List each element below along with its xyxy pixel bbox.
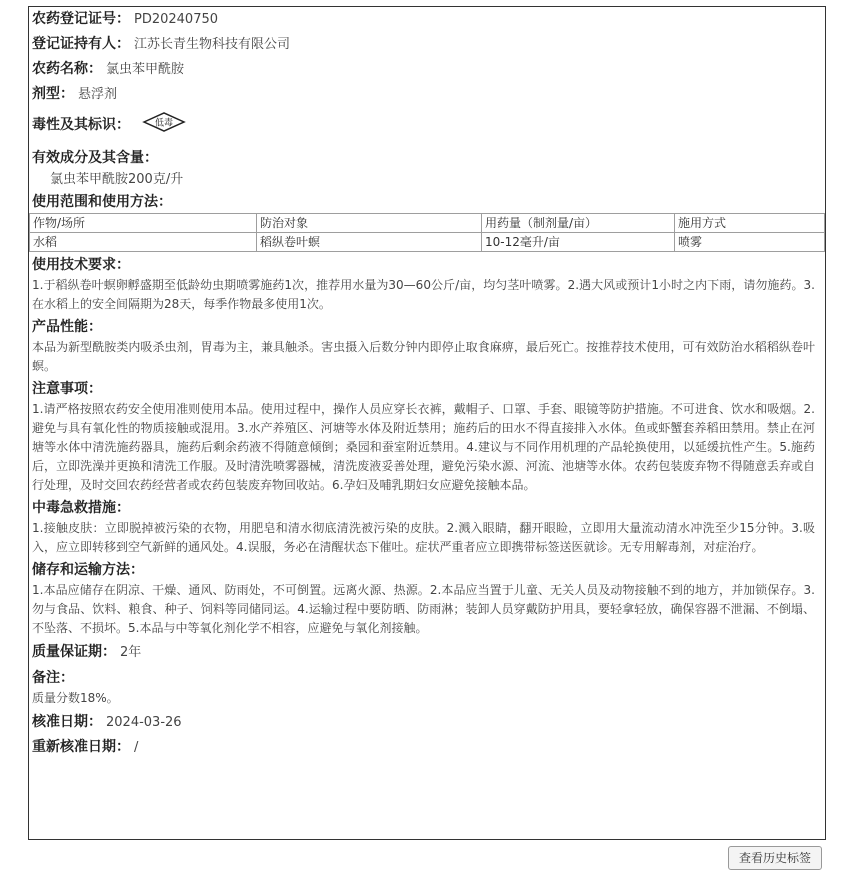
table-row	[30, 233, 825, 252]
storage-text: 1.本品应储存在阴凉、干燥、通风、防雨处，不可倒置。远离火源、热源。2.本品应当置于儿童、无关人员及动物接触不到的地方，并加锁保存。3.勿与食品、饮料、粮食、种子、饲料等同储同运。4.运输过程中要防晒、防雨淋；装卸人员穿戴防护用具，要轻拿轻放，确保容器不泄漏、不倒塌、不坠落、不损坏。5.本品与中等氧化剂化学不相容，应避免与氧化剂接触。	[32, 583, 815, 635]
storage-section	[29, 560, 825, 638]
technical-label: 使用技术要求：	[32, 257, 130, 273]
approval-date-value: 2024-03-26	[106, 715, 182, 730]
name-row	[29, 57, 825, 82]
precautions-section	[29, 379, 825, 495]
formulation-label: 剂型：	[32, 86, 74, 102]
ingredient-label: 有效成分及其含量：	[32, 150, 158, 166]
holder-row	[29, 32, 825, 57]
warranty-value: 2年	[120, 645, 142, 660]
first-aid-section	[29, 498, 825, 557]
first-aid-text: 1.接触皮肤：立即脱掉被污染的衣物，用肥皂和清水彻底清洗被污染的皮肤。2.溅入眼睛，翻开眼睑，立即用大量流动清水冲洗至少15分钟。3.吸入，应立即转移到空气新鲜的通风处。4.误服，务必在清醒状态下催吐。症状严重者应立即携带标签送医就诊。无专用解毒剂，对症治疗。	[32, 521, 815, 554]
performance-label: 产品性能：	[32, 319, 102, 335]
formulation-row	[29, 82, 825, 107]
remarks-text: 质量分数18%。	[32, 691, 119, 705]
reapproval-date-row	[29, 735, 825, 760]
usage-cell-target: 稻纵卷叶螟	[257, 233, 482, 252]
precautions-label: 注意事项：	[32, 381, 102, 397]
registration-row	[29, 7, 825, 32]
usage-label: 使用范围和使用方法：	[32, 194, 172, 210]
performance-section	[29, 317, 825, 376]
reapproval-date-value: /	[134, 740, 139, 755]
usage-cell-dosage: 10-12毫升/亩	[482, 233, 675, 252]
toxicity-row	[29, 107, 825, 144]
holder-value: 江苏长青生物科技有限公司	[134, 37, 291, 52]
remarks-section	[29, 668, 825, 708]
formulation-value: 悬浮剂	[78, 87, 118, 102]
first-aid-label: 中毒急救措施：	[32, 500, 130, 516]
name-label: 农药名称：	[32, 61, 102, 77]
ingredient-value: 氯虫苯甲酰胺200克/升	[50, 172, 184, 187]
warranty-label: 质量保证期：	[32, 644, 116, 660]
usage-table	[29, 213, 825, 252]
ingredient-section	[29, 144, 825, 190]
approval-date-row	[29, 708, 825, 735]
reapproval-date-label: 重新核准日期：	[32, 739, 130, 755]
registration-value: PD20240750	[134, 12, 219, 27]
badge-text: 低毒	[155, 118, 174, 129]
toxicity-label: 毒性及其标识：	[32, 117, 130, 133]
usage-cell-crop: 水稻	[30, 233, 257, 252]
storage-label: 储存和运输方法：	[32, 562, 144, 578]
view-history-labels-button[interactable]: 查看历史标签	[728, 846, 822, 870]
usage-table-header-row	[30, 214, 825, 233]
usage-header-crop: 作物/场所	[30, 214, 257, 233]
holder-label: 登记证持有人：	[32, 36, 130, 52]
usage-header-dosage: 用药量（制剂量/亩）	[482, 214, 675, 233]
technical-section	[29, 255, 825, 314]
warranty-row	[29, 638, 825, 665]
usage-cell-method: 喷雾	[675, 233, 825, 252]
technical-text: 1.于稻纵卷叶螟卵孵盛期至低龄幼虫期喷雾施药1次，推荐用水量为30—60公斤/亩，均匀茎叶喷雾。2.遇大风或预计1小时之内下雨，请勿施药。3.在水稻上的安全间隔期为28天，每季作物最多使用1次。	[32, 278, 815, 311]
usage-header-target: 防治对象	[257, 214, 482, 233]
usage-section-title-row	[29, 190, 825, 213]
low-toxicity-badge-icon	[142, 111, 186, 140]
registration-label: 农药登记证号：	[32, 11, 130, 27]
name-value: 氯虫苯甲酰胺	[106, 62, 185, 77]
performance-text: 本品为新型酰胺类内吸杀虫剂，胃毒为主，兼具触杀。害虫摄入后数分钟内即停止取食麻痹，最后死亡。按推荐技术使用，可有效防治水稻稻纵卷叶螟。	[32, 340, 815, 373]
precautions-text: 1.请严格按照农药安全使用准则使用本品。使用过程中，操作人员应穿长衣裤，戴帽子、口罩、手套、眼镜等防护措施。不可进食、饮水和吸烟。2.避免与具有氧化性的物质接触或混用。3.水产养殖区、河塘等水体及附近禁用；施药后的田水不得直接排入水体。鱼或虾蟹套养稻田禁用。禁止在河塘等水体中清洗施药器具，施药后剩余药液不得随意倾倒；桑园和蚕室附近禁用。4.建议与不同作用机理的产品轮换使用，以延缓抗性产生。5.施药后，立即洗澡并更换和清洗工作服。及时清洗喷雾器械，清洗废液妥善处理，避免污染水源、河流、池塘等水体。农药包装废弃物不得随意丢弃或自行处理，及时交回农药经营者或农药包装废弃物回收站。6.孕妇及哺乳期妇女应避免接触本品。	[32, 402, 815, 492]
usage-header-method: 施用方式	[675, 214, 825, 233]
approval-date-label: 核准日期：	[32, 714, 102, 730]
label-document	[28, 6, 826, 840]
remarks-label: 备注：	[32, 670, 74, 686]
